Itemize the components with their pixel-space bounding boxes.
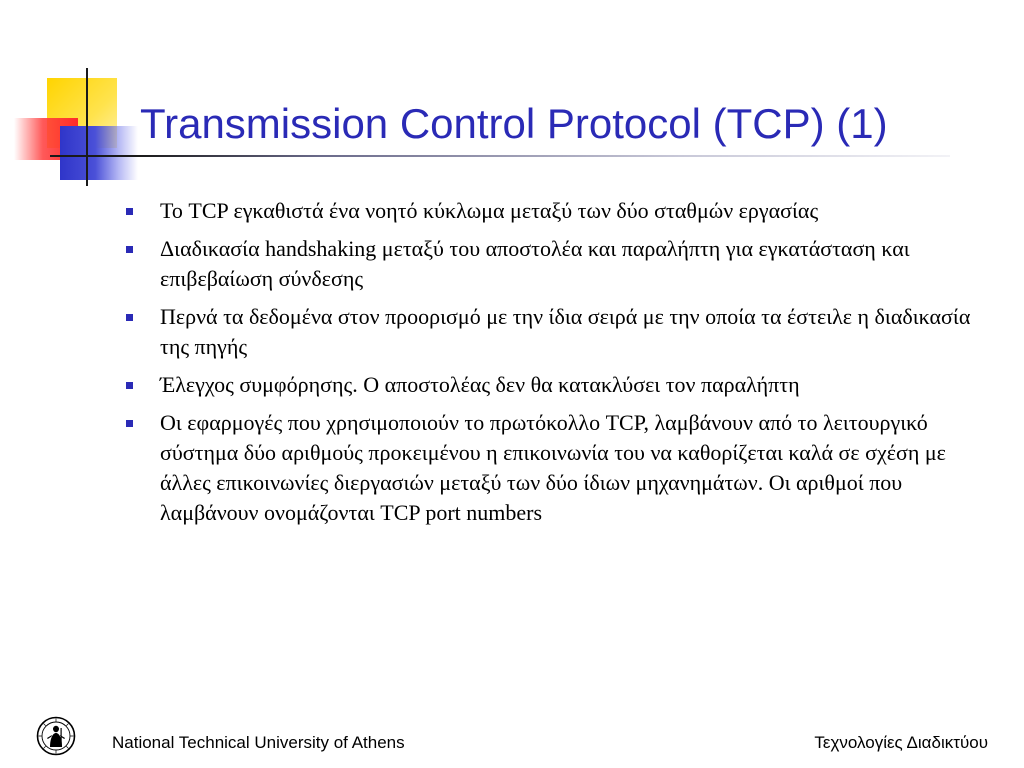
footer-institution: National Technical University of Athens [112,733,405,752]
title-underline [50,155,950,157]
bullet-item [120,370,1000,400]
decor-vertical-line [86,68,88,186]
square-bullet-icon [126,382,133,389]
footer-course-title: Τεχνολογίες Διαδικτύου [814,733,988,752]
university-seal-icon [36,716,76,756]
square-bullet-icon [126,208,133,215]
bullet-text: Οι εφαρμογές που χρησιμοποιούν το πρωτόκολλο TCP, λαμβάνουν από το λειτουργικό σύστημα δύο αριθμούς προκειμένου η επικοινωνία του να καθορίζεται καλά σε σχέση με άλλες επικοινωνίες διεργασιών μεταξύ των δύο ίδιων μηχανημάτων. Οι αριθμοί που λαμβάνουν ονομάζονται TCP port numbers [160,410,946,525]
bullet-text: Διαδικασία handshaking μεταξύ του αποστολέα και παραλήπτη για εγκατάσταση και επιβεβαίωση σύνδεσης [160,236,910,291]
square-bullet-icon [126,246,133,253]
bullet-list [120,196,1000,536]
square-bullet-icon [126,420,133,427]
bullet-text: Περνά τα δεδομένα στον προορισμό με την ίδια σειρά με την οποία τα έστειλε η διαδικασία της πηγής [160,304,971,359]
bullet-text: Έλεγχος συμφόρησης. Ο αποστολέας δεν θα κατακλύσει τον παραλήπτη [160,372,800,397]
bullet-text: Το TCP εγκαθιστά ένα νοητό κύκλωμα μεταξύ των δύο σταθμών εργασίας [160,198,819,223]
square-bullet-icon [126,314,133,321]
slide-title: Transmission Control Protocol (TCP) (1) [140,100,888,147]
bullet-item [120,234,1000,294]
decor-blue-square [60,126,138,180]
bullet-item [120,196,1000,226]
bullet-item [120,302,1000,362]
bullet-item [120,408,1000,528]
